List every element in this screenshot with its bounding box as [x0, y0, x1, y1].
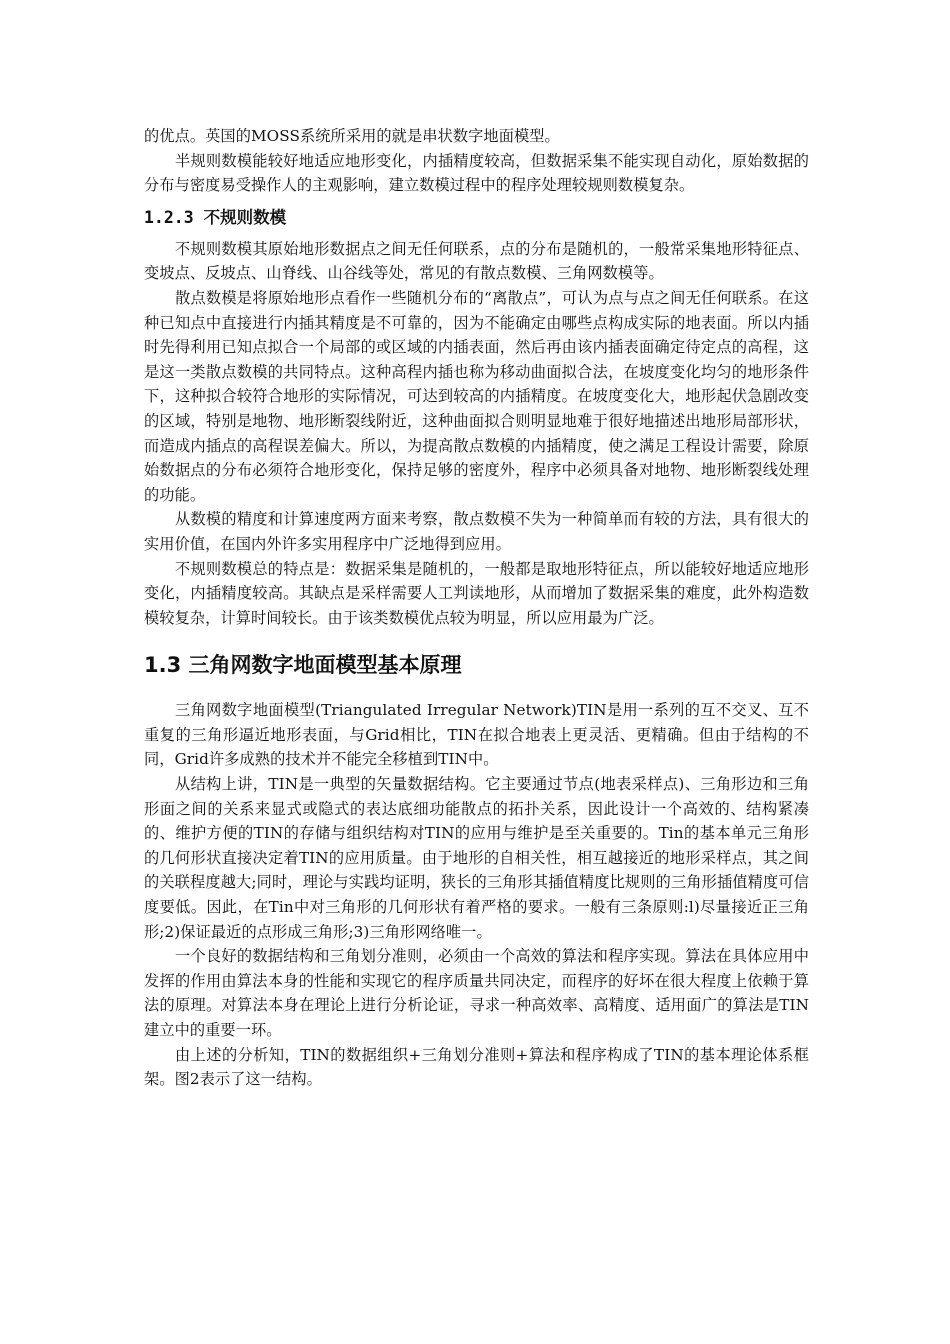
- section-heading-1-2-3: [144, 205, 809, 231]
- paragraph: 不规则数模总的特点是：数据采集是随机的，一般都是取地形特征点，所以能较好地适应地形变化，内插精度较高。其缺点是采样需要人工判读地形，从而增加了数据采集的难度，此外构造数模较复杂，计算时间较长。由于该类数模优点较为明显，所以应用最为广泛。: [144, 559, 809, 627]
- paragraph: 散点数模是将原始地形点看作一些随机分布的“离散点”，可认为点与点之间无任何联系。在这种已知点中直接进行内插其精度是不可靠的，因为不能确定由哪些点构成实际的地表面。所以内插时先得利用已知点拟合一个局部的或区域的内插表面，然后再由该内插表面确定待定点的高程，这是这一类散点数模的共同特点。这种高程内插也称为移动曲面拟合法，在坡度变化均匀的地形条件下，这种拟合较符合地形的实际情况，可达到较高的内插精度。在坡度变化大，地形起伏急剧改变的区域，特别是地物、地形断裂线附近，这种曲面拟合则明显地难于很好地描述出地形局部形状，而造成内插点的高程误差偏大。所以，为提高散点数模的内插精度，使之满足工程设计需要，除原始数据点的分布必须符合地形变化，保持足够的密度外，程序中必须具备对地物、地形断裂线处理的功能。: [144, 288, 809, 504]
- paragraph: 三角网数字地面模型(Triangulated Irregular Network)TIN是用一系列的互不交叉、互不重复的三角形逼近地形表面，与Grid相比，TIN在拟合地表上更灵活、更精确。但由于结构的不同，Grid许多成熟的技术并不能完全移植到TIN中。: [144, 701, 809, 769]
- section-heading-1-3: 1.3 三角网数字地面模型基本原理: [144, 653, 462, 678]
- paragraph: 不规则数模其原始地形数据点之间无任何联系，点的分布是随机的，一般常采集地形特征点、变坡点、反坡点、山脊线、山谷线等处，常见的有散点数模、三角网数模等。: [144, 239, 809, 283]
- paragraph: 从数模的精度和计算速度两方面来考察，散点数模不失为一种简单而有较的方法，具有很大的实用价值，在国内外许多实用程序中广泛地得到应用。: [144, 510, 809, 553]
- section-number: 1.2.3: [144, 207, 194, 227]
- paragraph: 半规则数模能较好地适应地形变化，内插精度较高，但数据采集不能实现自动化，原始数据的分布与密度易受操作人的主观影响，建立数模过程中的程序处理较规则数模复杂。: [144, 151, 809, 195]
- paragraph: 的优点。英国的MOSS系统所采用的就是串状数字地面模型。: [144, 127, 560, 145]
- paragraph: 一个良好的数据结构和三角划分准则，必须由一个高效的算法和程序实现。算法在具体应用中发挥的作用由算法本身的性能和实现它的程序质量共同决定，而程序的好坏在很大程度上依赖于算法的原理。对算法本身在理论上进行分析论证，寻求一种高效率、高精度、适用面广的算法是TIN建立中的重要一环。: [144, 947, 809, 1039]
- section-title: 不规则数模: [203, 207, 287, 227]
- paragraph: 由上述的分析知，TIN的数据组织+三角划分准则+算法和程序构成了TIN的基本理论体系框架。图2表示了这一结构。: [144, 1045, 809, 1089]
- document-body: [144, 124, 809, 1092]
- paragraph: 从结构上讲，TIN是一典型的矢量数据结构。它主要通过节点(地表采样点)、三角形边和三角形面之间的关系来显式或隐式的表达底细功能散点的拓扑关系，因此设计一个高效的、结构紧凑的、维护方便的TIN的存储与组织结构对TIN的应用与维护是至关重要的。Tin的基本单元三角形的几何形状直接决定着TIN的应用质量。由于地形的自相关性，相互越接近的地形采样点，其之间的关联程度越大;同时，理论与实践均证明，狭长的三角形其插值精度比规则的三角形插值精度可信度要低。因此，在Tin中对三角形的几何形状有着严格的要求。一般有三条原则:l)尽量接近正三角形;2)保证最近的点形成三角形;3)三角形网络唯一。: [144, 775, 809, 941]
